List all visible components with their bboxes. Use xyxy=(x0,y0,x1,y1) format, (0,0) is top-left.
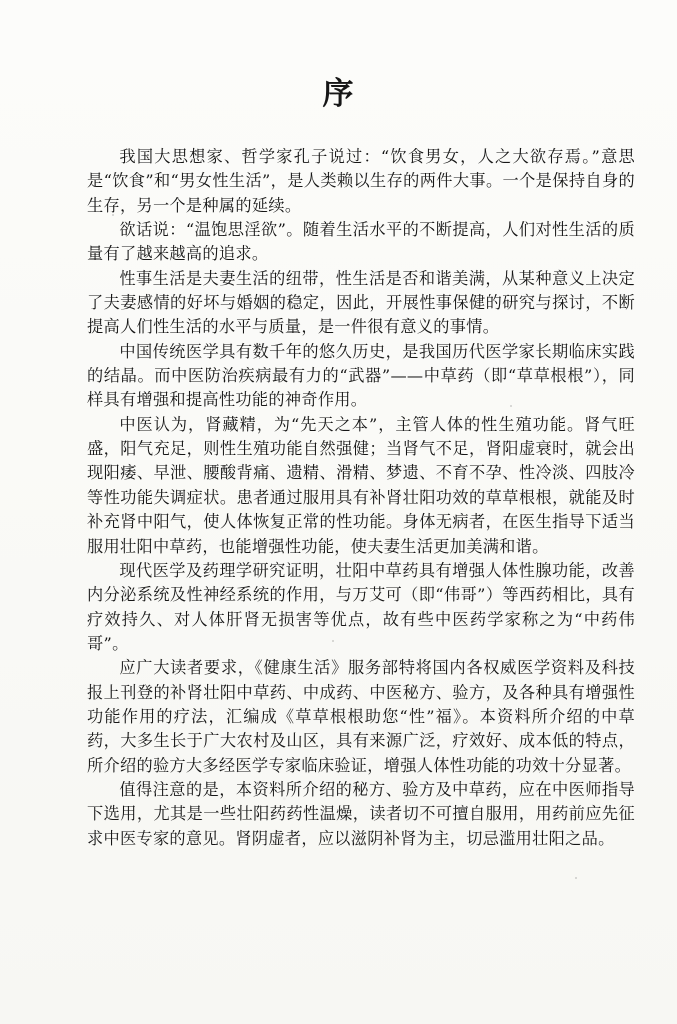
paragraph: 欲话说：“温饱思淫欲”。随着生活水平的不断提高，人们对性生活的质量有了越来越高的追求。 xyxy=(87,220,635,264)
paragraph: 我国大思想家、哲学家孔子说过：“饮食男女，人之大欲存焉。”意思是“饮食”和“男女性生活”，是人类赖以生存的两件大事。一个是保持自身的生存，另一个是种属的延续。 xyxy=(87,147,635,215)
paragraph: 中国传统医学具有数千年的悠久历史，是我国历代医学家长期临床实践的结晶。而中医防治疾病最有力的“武器”——中草药（即“草草根根”），同样具有增强和提高性功能的神奇作用。 xyxy=(87,341,635,410)
paragraph: 应广大读者要求，《健康生活》服务部特将国内各权威医学资料及科技报上刊登的补肾壮阳中草药、中成药、中医秘方、验方，及各种具有增强性功能作用的疗法，汇编成《草草根根助您“性”福》。本资料所介绍的中草药，大多生长于广大农村及山区，具有来源广泛，疗效好、成本低的特点，所介绍的验方大多经医学专家临床验证，增强人体性功能的功效十分显著。 xyxy=(87,658,635,775)
page-title: 序 xyxy=(322,76,355,112)
paragraph: 性事生活是夫妻生活的纽带，性生活是否和谐美满，从某种意义上决定了夫妻感情的好坏与婚姻的稳定，因此，开展性事保健的研究与探讨，不断提高人们性生活的水平与质量，是一件很有意义的事情。 xyxy=(87,268,635,337)
scan-speck xyxy=(575,877,577,879)
paragraph: 中医认为，肾藏精，为“先天之本”，主管人体的性生殖功能。肾气旺盛，阳气充足，则性生殖功能自然强健；当肾气不足，肾阳虚衰时，就会出现阳痿、早泄、腰酸背痛、遗精、滑精、梦遗、不育不孕、性冷淡、四肢冷等性功能失调症状。患者通过服用具有补肾壮阳功效的草草根根，就能及时补充肾中阳气，使人体恢复正常的性功能。身体无病者，在医生指导下适当服用壮阳中草药，也能增强性功能，使夫妻生活更加美满和谐。 xyxy=(87,414,635,556)
paragraph: 现代医学及药理学研究证明，壮阳中草药具有增强人体性腺功能，改善内分泌系统及性神经系统的作用，与万艾可（即“伟哥”）等西药相比，具有疗效持久、对人体肝肾无损害等优点，故有些中医药学家称之为“中药伟哥”。 xyxy=(87,560,635,653)
preface-body xyxy=(87,145,635,851)
paragraph: 值得注意的是，本资料所介绍的秘方、验方及中草药，应在中医师指导下选用，尤其是一些壮阳药药性温燥，读者切不可擅自服用，用药前应先征求中医专家的意见。肾阴虚者，应以滋阴补肾为主，切忌滥用壮阳之品。 xyxy=(87,779,635,848)
